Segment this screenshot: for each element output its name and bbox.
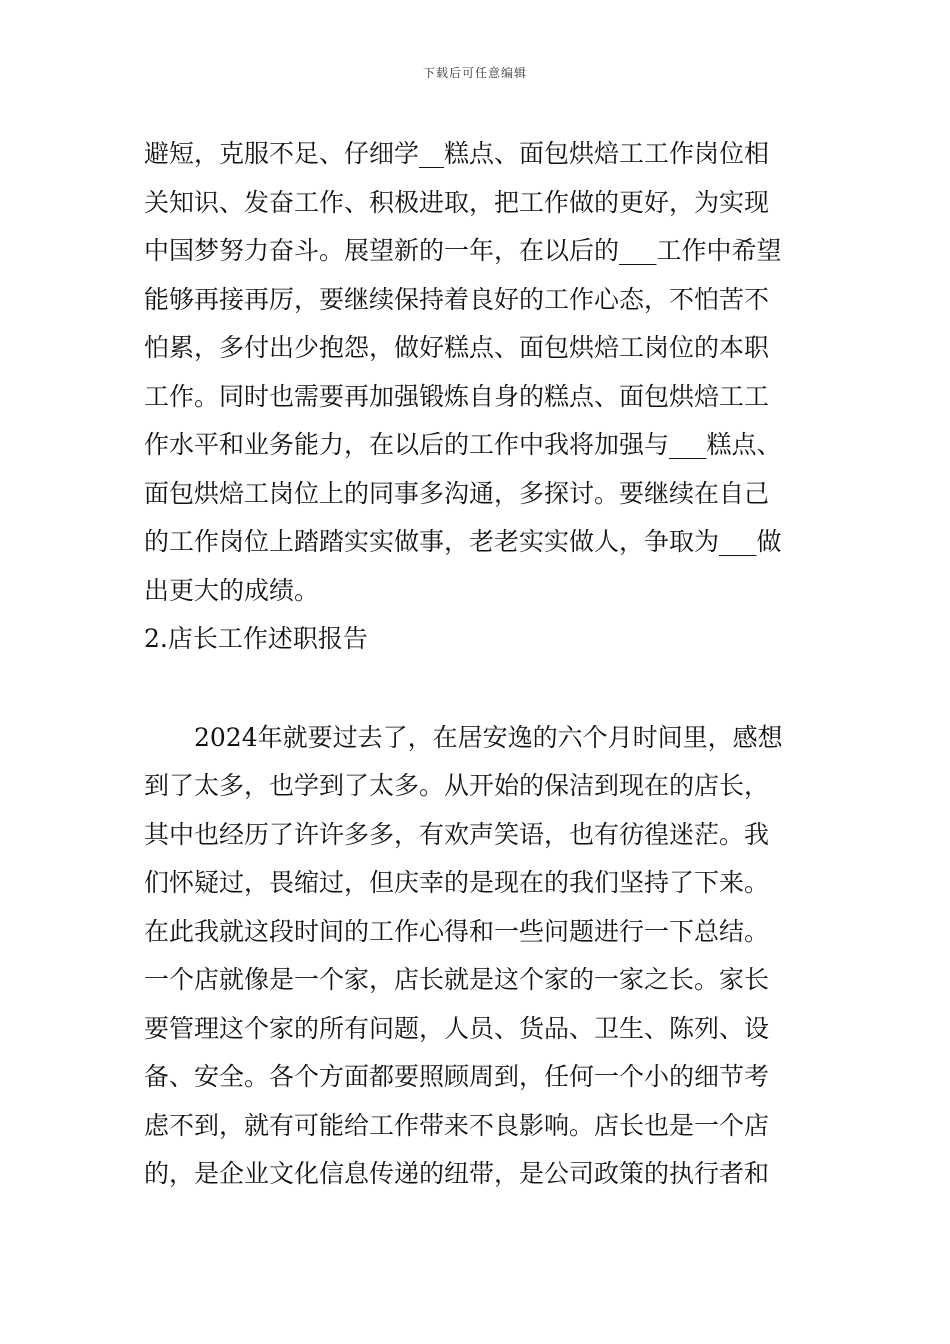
text-line: 面包烘焙工岗位上的同事多沟通，多探讨。要继续在自己	[144, 478, 770, 508]
text-line: 避短，克服不足、仔细学__糕点、面包烘焙工工作岗位相	[144, 139, 770, 168]
text-line: 关知识、发奋工作、积极进取，把工作做的更好，为实现	[144, 187, 770, 217]
document-body	[144, 130, 808, 1199]
paragraph-1	[144, 130, 808, 615]
text-line: 其中也经历了许许多多，有欢声笑语，也有彷徨迷茫。我	[144, 819, 770, 849]
text-line: 到了太多，也学到了太多。从开始的保洁到现在的店长，	[144, 771, 770, 800]
paragraph-spacer	[144, 664, 808, 714]
text-line: 出更大的成绩。	[144, 575, 320, 605]
text-line: 中国梦努力奋斗。展望新的一年，在以后的___工作中希望	[144, 236, 782, 265]
paragraph-2	[144, 714, 808, 1199]
text-line: 虑不到，就有可能给工作带来不良影响。店长也是一个店	[144, 1110, 770, 1140]
text-line: 的，是企业文化信息传递的纽带，是公司政策的执行者和	[144, 1159, 770, 1188]
text-line: 能够再接再厉，要继续保持着良好的工作心态，不怕苦不	[144, 284, 770, 314]
text-line: 一个店就像是一个家，店长就是这个家的一家之长。家长	[144, 965, 770, 994]
text-line: 备、安全。各个方面都要照顾周到，任何一个小的细节考	[144, 1062, 770, 1091]
text-line: 怕累，多付出少抱怨，做好糕点、面包烘焙工岗位的本职	[144, 333, 770, 362]
text-line: 在此我就这段时间的工作心得和一些问题进行一下总结。	[144, 916, 770, 946]
text-line: 作水平和业务能力，在以后的工作中我将加强与___糕点、	[144, 430, 782, 459]
text-line: 们怀疑过，畏缩过，但庆幸的是现在的我们坚持了下来。	[144, 868, 770, 897]
page-header: 下载后可任意编辑	[422, 66, 527, 80]
section-heading: 2.店长工作述职报告	[144, 624, 368, 653]
text-line: 工作。同时也需要再加强锻炼自身的糕点、面包烘焙工工	[144, 381, 770, 411]
text-line: 的工作岗位上踏踏实实做事，老老实实做人，争取为___做	[144, 527, 782, 556]
text-line: 2024年就要过去了，在居安逸的六个月时间里，感想	[194, 722, 783, 752]
text-line: 要管理这个家的所有问题，人员、货品、卫生、陈列、设	[144, 1013, 770, 1043]
